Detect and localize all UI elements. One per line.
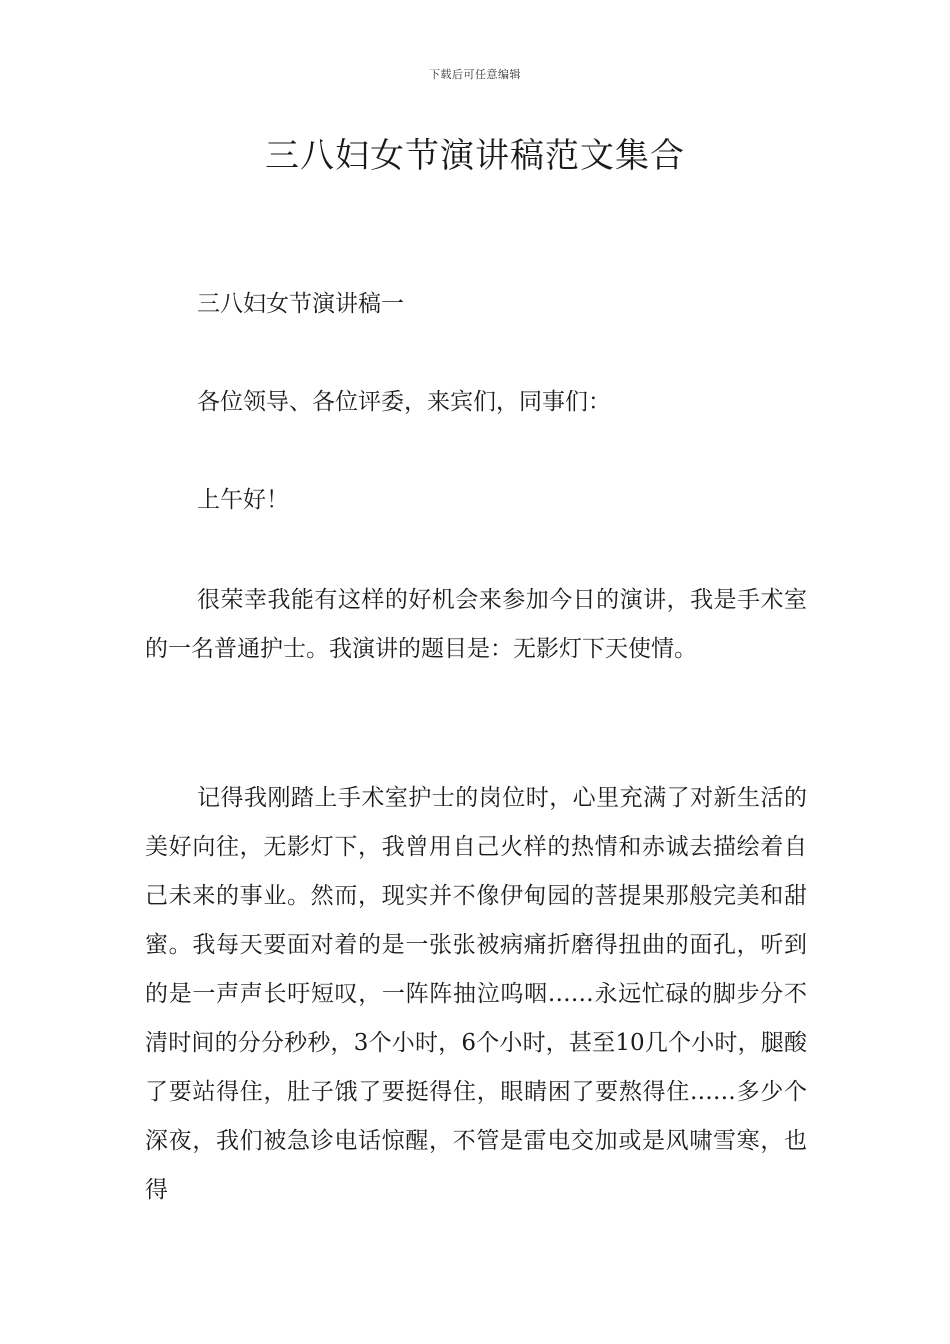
greeting: 上午好！ (197, 487, 289, 513)
salutation: 各位领导、各位评委，来宾们，同事们： (197, 389, 611, 415)
document-title: 三八妇女节演讲稿范文集合 (265, 136, 685, 176)
paragraph-1: 很荣幸我能有这样的好机会来参加今日的演讲，我是手术室的一名普通护士。我演讲的题目是：无影灯下天使情。 (145, 587, 807, 662)
header-note: 下载后可任意编辑 (429, 68, 521, 81)
paragraph-2: 记得我刚踏上手术室护士的岗位时，心里充满了对新生活的美好向往，无影灯下，我曾用自己火样的热情和赤诚去描绘着自己未来的事业。然而，现实并不像伊甸园的菩提果那般完美和甜蜜。我每天要面对着的是一张张被病痛折磨得扭曲的面孔，听到的是一声声长吁短叹，一阵阵抽泣呜咽……永远忙碌的脚步分不清时间的分分秒秒，3个小时，6个小时，甚至10几个小时，腿酸了要站得住，肚子饿了要挺得住，眼睛困了要熬得住……多少个深夜，我们被急诊电话惊醒，不管是雷电交加或是风啸雪寒，也得 (145, 785, 807, 1203)
section-heading: 三八妇女节演讲稿一 (197, 291, 404, 317)
